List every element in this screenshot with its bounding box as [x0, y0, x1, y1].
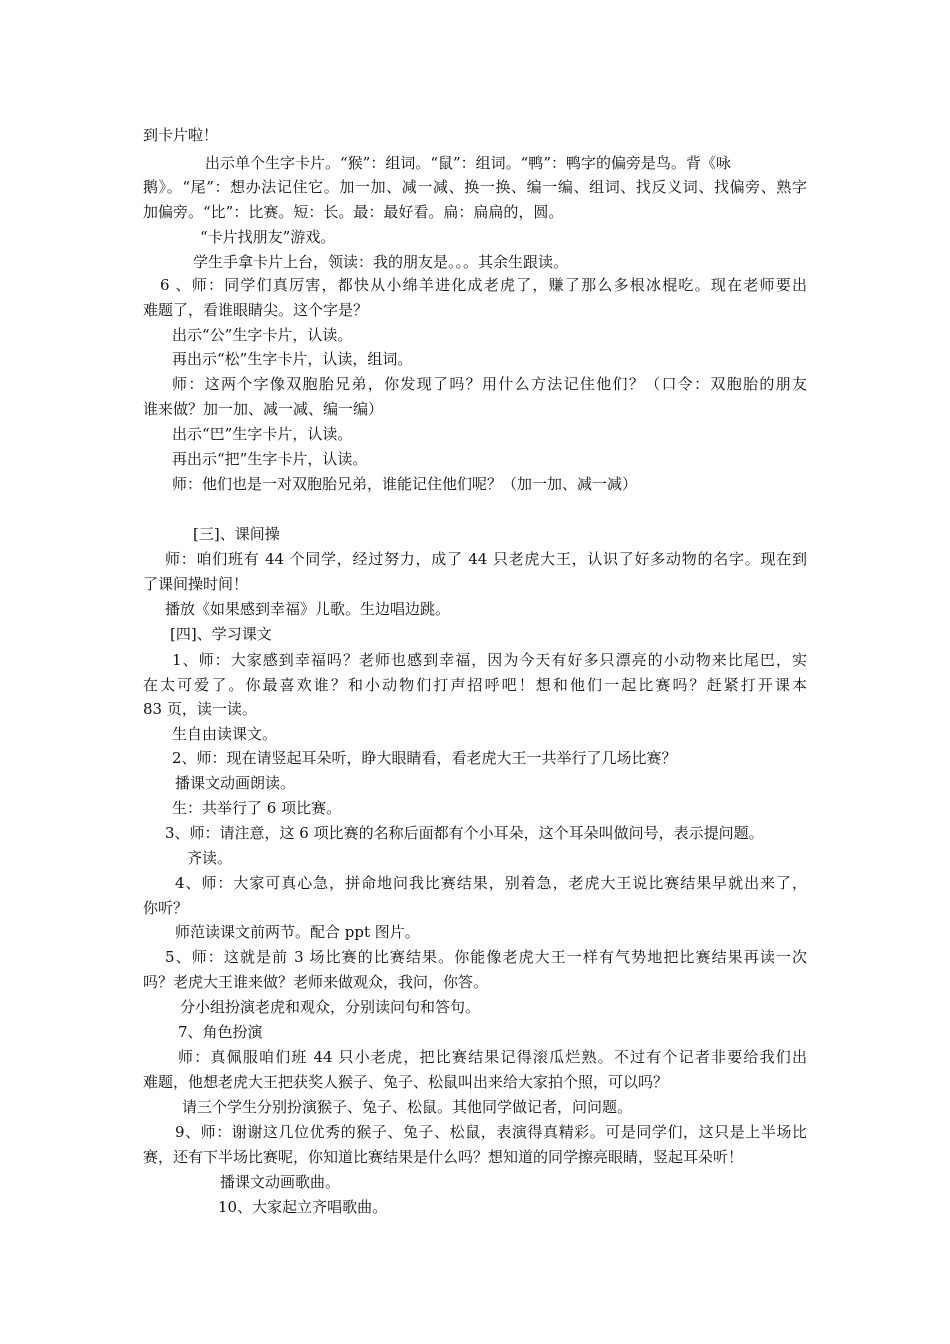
text-line: 再出示“把”生字卡片，认读。 — [172, 450, 368, 468]
text-line: 83 页，读一读。 — [143, 700, 257, 718]
text-line: 9、师：谢谢这几位优秀的猴子、兔子、松鼠，表演得真精彩。可是同学们，这只是上半场比 — [175, 1123, 807, 1141]
text-line: 谁来做？加一加、减一减、编一编） — [143, 400, 384, 418]
text-line: 10、大家起立齐唱歌曲。 — [218, 1198, 388, 1216]
section-heading: [四]、学习课文 — [170, 625, 272, 643]
text-line: 6 、师：同学们真厉害，都快从小绵羊进化成老虎了，赚了那么多根冰棍吃。现在老师要出 — [160, 276, 807, 294]
text-line: 师：真佩服咱们班 44 只小老虎，把比赛结果记得滚瓜烂熟。不过有个记者非要给我们出 — [178, 1048, 807, 1066]
text-line: 学生手拿卡片上台，领读：我的朋友是。。。其余生跟读。 — [193, 253, 569, 271]
text-line: 师范读课文前两节。配合 ppt 图片。 — [175, 923, 420, 941]
text-line: 吗？老虎大王谁来做？老师来做观众，我问，你答。 — [143, 973, 489, 991]
text-line: 5、师：这就是前 3 场比赛的比赛结果。你能像老虎大王一样有气势地把比赛结果再读一次 — [165, 948, 807, 966]
text-line: 出示“公”生字卡片，认读。 — [172, 326, 353, 344]
text-line: 齐读。 — [187, 849, 233, 867]
text-line: 你听？ — [143, 899, 189, 917]
text-line: 播课文动画朗读。 — [175, 774, 296, 792]
text-line: 2、师：现在请竖起耳朵听，睁大眼睛看，看老虎大王一共举行了几场比赛？ — [172, 749, 677, 767]
text-line: 了课间操时间！ — [143, 575, 249, 593]
text-line: 出示单个生字卡片。“猴”：组词。“鼠”：组词。“鸭”：鸭字的偏旁是鸟。背《咏 — [205, 154, 732, 172]
text-line: 3、师：请注意，这 6 项比赛的名称后面都有个小耳朵，这个耳朵叫做问号，表示提问题。 — [165, 824, 764, 842]
text-line: 在太可爱了。你最喜欢谁？和小动物们打声招呼吧！想和他们一起比赛吗？赶紧打开课本 — [143, 676, 807, 694]
text-line: 再出示“松”生字卡片，认读，组词。 — [172, 350, 413, 368]
text-line: 播课文动画歌曲。 — [220, 1173, 341, 1191]
text-line: 播放《如果感到幸福》儿歌。生边唱边跳。 — [165, 600, 451, 618]
text-line: 难题了，看谁眼睛尖。这个字是？ — [143, 301, 369, 319]
text-line: 加偏旁。“比”：比赛。短：长。最：最好看。扁：扁扁的，圆。 — [143, 203, 564, 221]
text-line: 到卡片啦！ — [143, 126, 219, 144]
text-line: 师：他们也是一对双胞胎兄弟，谁能记住他们呢？（加一加、减一减） — [172, 475, 638, 493]
text-line: 7、角色扮演 — [178, 1023, 263, 1041]
section-heading: [三]、课间操 — [193, 525, 280, 543]
text-line: 赛，还有下半场比赛呢，你知道比赛结果是什么吗？想知道的同学擦亮眼睛，竖起耳朵听！ — [143, 1148, 744, 1166]
text-line: 请三个学生分别扮演猴子、兔子、松鼠。其他同学做记者，问问题。 — [182, 1098, 633, 1116]
text-line: 师：这两个字像双胞胎兄弟，你发现了吗？用什么方法记住他们？（口令：双胞胎的朋友 — [172, 375, 807, 393]
text-line: 分小组扮演老虎和观众，分别读问句和答句。 — [180, 998, 481, 1016]
text-line: “卡片找朋友”游戏。 — [200, 228, 336, 246]
text-line: 鹅》。“尾”：想办法记住它。加一加、减一减、换一换、编一编、组词、找反义词、找偏旁、熟字 — [143, 178, 807, 196]
text-line: 难题，他想老虎大王把获奖人猴子、兔子、松鼠叫出来给大家拍个照，可以吗？ — [143, 1073, 669, 1091]
text-line: 出示“巴”生字卡片，认读。 — [172, 425, 353, 443]
text-line: 师：咱们班有 44 个同学，经过努力，成了 44 只老虎大王，认识了好多动物的名字。现在到 — [165, 550, 807, 568]
text-line: 生自由读课文。 — [172, 725, 278, 743]
text-line: 4、师：大家可真心急，拼命地问我比赛结果，别着急，老虎大王说比赛结果早就出来了， — [175, 874, 807, 892]
text-line: 1、师：大家感到幸福吗？老师也感到幸福，因为今天有好多只漂亮的小动物来比尾巴，实 — [172, 651, 807, 669]
text-line: 生：共举行了 6 项比赛。 — [172, 799, 342, 817]
